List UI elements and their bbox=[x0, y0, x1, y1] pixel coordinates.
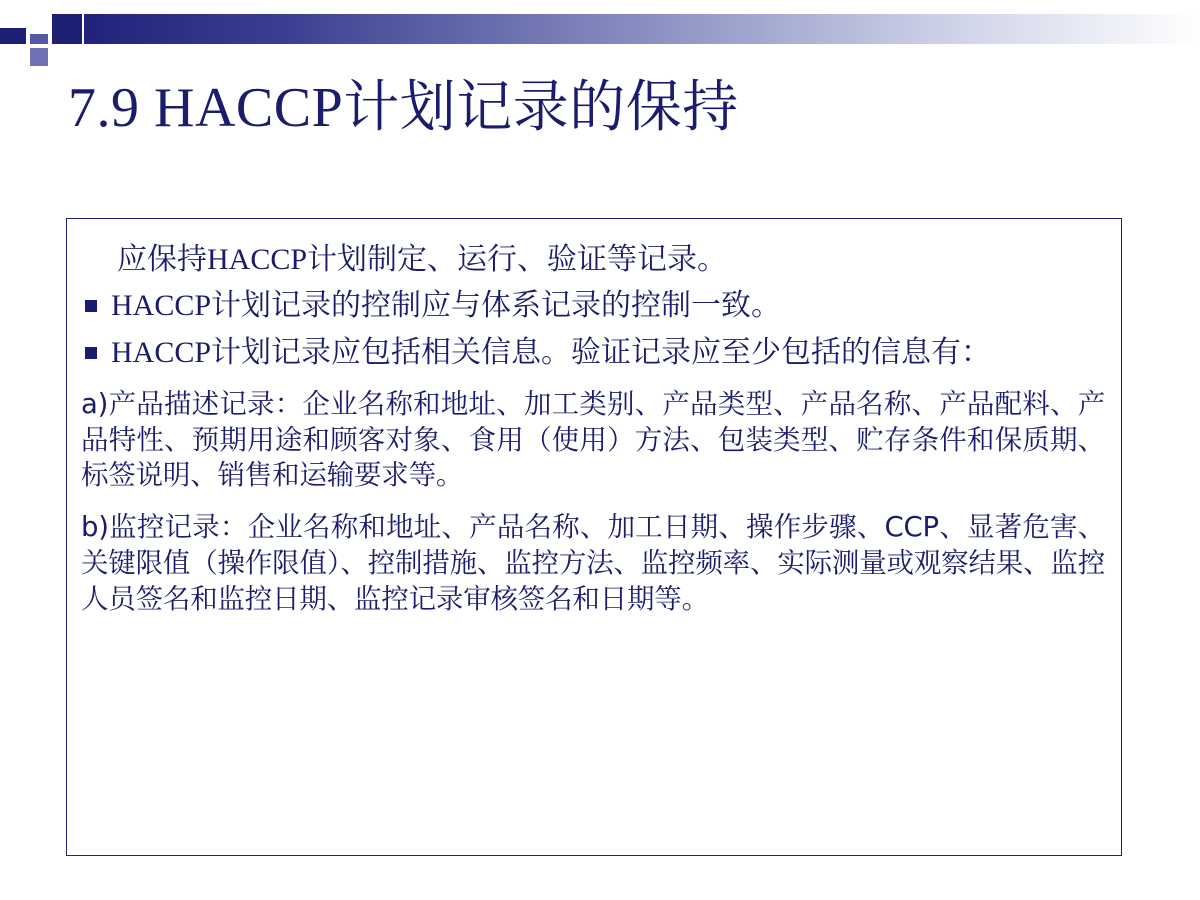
square-bullet-icon bbox=[85, 300, 97, 312]
header-square-1 bbox=[0, 28, 26, 44]
decorative-header-band bbox=[0, 14, 1200, 44]
lead-text: 应保持HACCP计划制定、运行、验证等记录。 bbox=[117, 243, 728, 276]
paragraph-monitoring-record: b)监控记录：企业名称和地址、产品名称、加工日期、操作步骤、CCP、显著危害、关键限值（操作限值）、控制措施、监控方法、监控频率、实际测量或观察结果、监控人员签名和监控日期、监控记录审核签名和日期等。 bbox=[81, 511, 1105, 615]
list-item bbox=[81, 286, 1105, 326]
page-title: 7.9 HACCP计划记录的保持 bbox=[68, 77, 739, 139]
header-gradient-bar bbox=[84, 14, 1200, 44]
list-item-label: HACCP计划记录的控制应与体系记录的控制一致。 bbox=[111, 289, 782, 323]
content-box bbox=[66, 218, 1122, 856]
header-square-4 bbox=[30, 48, 48, 66]
header-square-2 bbox=[30, 34, 48, 44]
list-item-label: HACCP计划记录应包括相关信息。验证记录应至少包括的信息有： bbox=[111, 335, 992, 369]
square-bullet-icon bbox=[85, 347, 97, 359]
paragraph-product-description: a)产品描述记录：企业名称和地址、加工类别、产品类型、产品名称、产品配料、产品特性、预期用途和顾客对象、食用（使用）方法、包装类型、贮存条件和保质期、标签说明、销售和运输要求等。 bbox=[81, 387, 1105, 492]
header-square-3 bbox=[52, 14, 82, 44]
list-item bbox=[81, 333, 1105, 373]
